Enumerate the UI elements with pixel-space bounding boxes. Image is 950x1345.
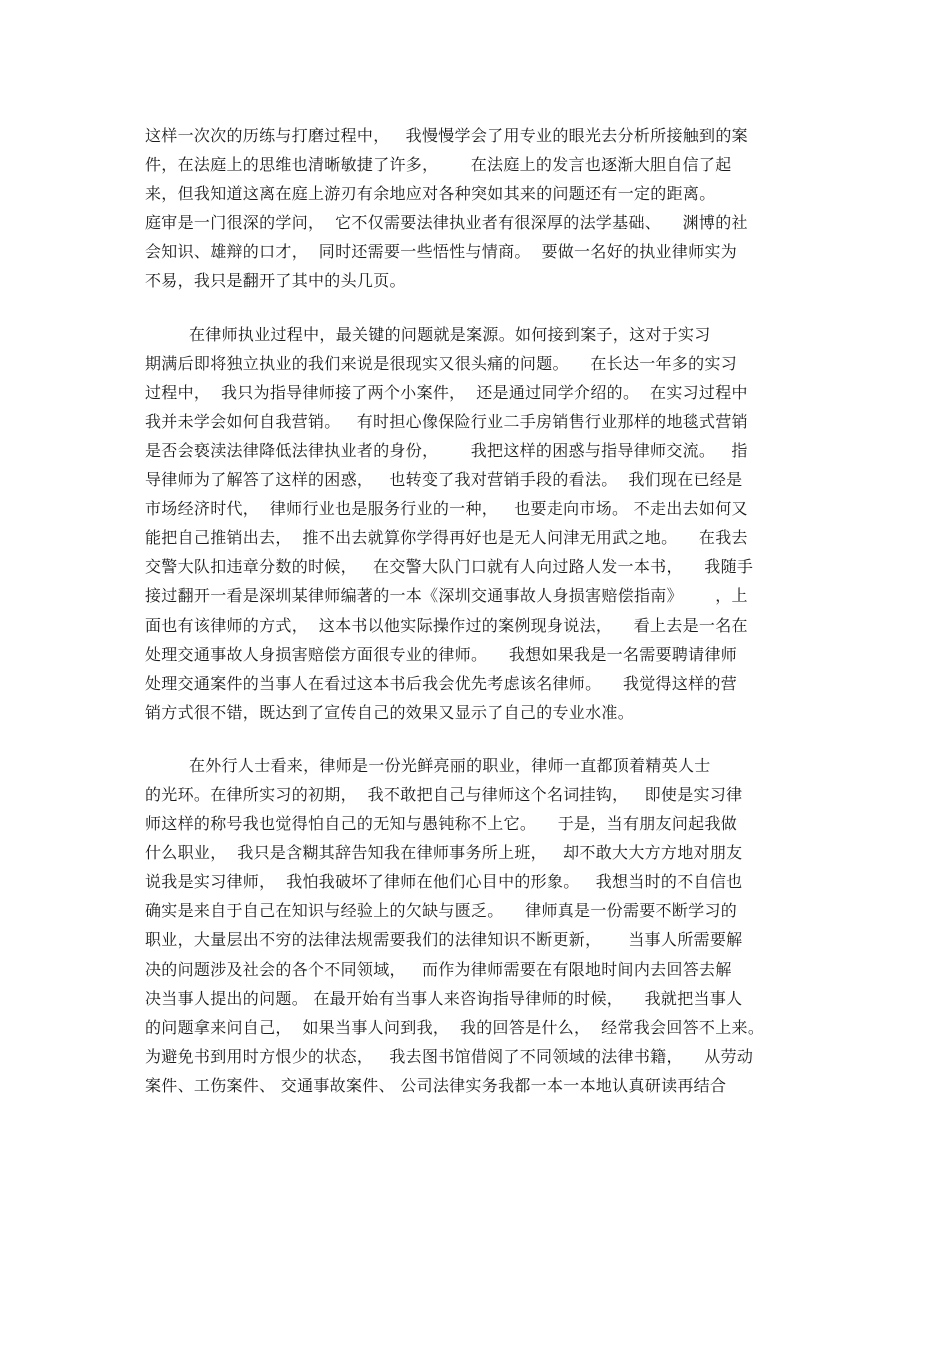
text-line: 师这样的称号我也觉得怕自己的无知与愚钝称不上它。 于是，当有朋友问起我做: [145, 814, 738, 834]
text-line: 面也有该律师的方式， 这本书以他实际操作过的案例现身说法， 看上去是一名在: [145, 615, 748, 635]
text-line: 接过翻开一看是深圳某律师编著的一本《深圳交通事故人身损害赔偿指南》 ，上: [145, 586, 748, 606]
text-line: 在律师执业过程中，最关键的问题就是案源。如何接到案子，这对于实习: [189, 324, 711, 344]
document-page: [145, 121, 815, 1100]
text-line: 来，但我知道这离在庭上游刃有余地应对各种突如其来的问题还有一定的距离。: [145, 184, 716, 204]
text-line: 庭审是一门很深的学问， 它不仅需要法律执业者有很深厚的法学基础、 渊博的社: [145, 213, 748, 233]
paragraph-2: [145, 320, 815, 727]
paragraph-gap: [145, 296, 815, 320]
text-line: 什么职业， 我只是含糊其辞告知我在律师事务所上班， 却不敢大大方方地对朋友: [145, 843, 743, 863]
text-line: 销方式很不错，既达到了宣传自己的效果又显示了自己的专业水准。: [145, 702, 635, 722]
text-line: 说我是实习律师， 我怕我破坏了律师在他们心目中的形象。 我想当时的不自信也: [145, 872, 743, 892]
text-line: 会知识、雄辩的口才， 同时还需要一些悟性与情商。 要做一名好的执业律师实为: [145, 242, 738, 262]
text-line: 是否会亵渎法律降低法律执业者的身份， 我把这样的困惑与指导律师交流。 指: [145, 440, 748, 460]
text-line: 处理交通事故人身损害赔偿方面很专业的律师。 我想如果我是一名需要聘请律师: [145, 644, 738, 664]
text-line: 能把自己推销出去， 推不出去就算你学得再好也是无人问津无用武之地。 在我去: [145, 528, 748, 548]
text-line: 期满后即将独立执业的我们来说是很现实又很头痛的问题。 在长达一年多的实习: [145, 353, 738, 373]
text-line: 的问题拿来问自己， 如果当事人问到我， 我的回答是什么， 经常我会回答不上来。: [145, 1017, 765, 1037]
text-line: 过程中， 我只为指导律师接了两个小案件， 还是通过同学介绍的。 在实习过程中: [145, 382, 748, 402]
text-line: 处理交通案件的当事人在看过这本书后我会优先考虑该名律师。 我觉得这样的营: [145, 673, 738, 693]
paragraph-1: [145, 121, 815, 296]
text-line: 不易，我只是翻开了其中的头几页。: [145, 271, 406, 291]
text-line: 职业，大量层出不穷的法律法规需要我们的法律知识不断更新， 当事人所需要解: [145, 930, 743, 950]
text-line: 导律师为了解答了这样的困惑， 也转变了我对营销手段的看法。 我们现在已经是: [145, 470, 743, 490]
text-line: 决当事人提出的问题。 在最开始有当事人来咨询指导律师的时候， 我就把当事人: [145, 988, 743, 1008]
text-line: 在外行人士看来，律师是一份光鲜亮丽的职业，律师一直都顶着精英人士: [189, 755, 711, 775]
paragraph-3: [145, 751, 815, 1100]
text-line: 决的问题涉及社会的各个不同领域， 而作为律师需要在有限地时间内去回答去解: [145, 959, 732, 979]
text-line: 确实是来自于自己在知识与经验上的欠缺与匮乏。 律师真是一份需要不断学习的: [145, 901, 738, 921]
text-line: 这样一次次的历练与打磨过程中， 我慢慢学会了用专业的眼光去分析所接触到的案: [145, 126, 748, 145]
text-line: 市场经济时代， 律师行业也是服务行业的一种， 也要走向市场。 不走出去如何又: [145, 499, 748, 519]
text-line: 我并未学会如何自我营销。 有时担心像保险行业二手房销售行业那样的地毯式营销: [145, 411, 748, 431]
text-line: 案件、工伤案件、 交通事故案件、 公司法律实务我都一本一本地认真研读再结合: [145, 1075, 727, 1095]
text-line: 为避免书到用时方恨少的状态， 我去图书馆借阅了不同领域的法律书籍， 从劳动: [145, 1046, 754, 1066]
text-line: 件，在法庭上的思维也清晰敏捷了许多， 在法庭上的发言也逐渐大胆自信了起: [145, 155, 732, 175]
text-line: 交警大队扣违章分数的时候， 在交警大队门口就有人向过路人发一本书， 我随手: [145, 557, 754, 577]
paragraph-gap: [145, 727, 815, 751]
text-line: 的光环。在律所实习的初期， 我不敢把自己与律师这个名词挂钩， 即使是实习律: [145, 784, 743, 804]
